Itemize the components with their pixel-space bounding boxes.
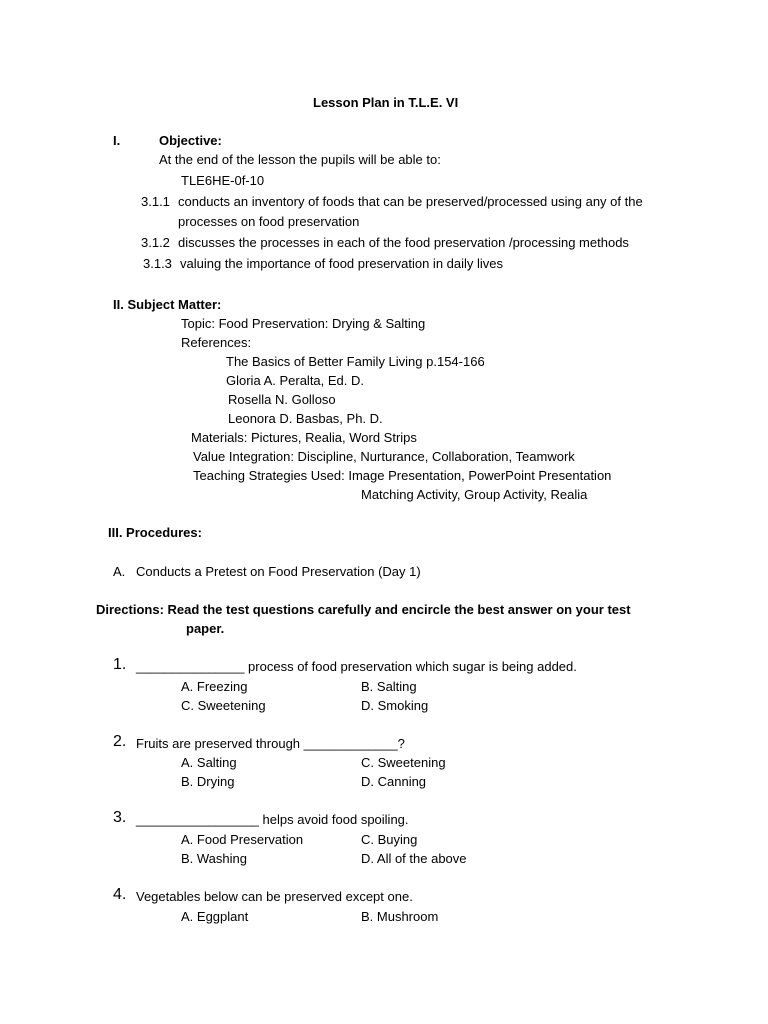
question-text: _______________ process of food preservation which sugar is being added. — [136, 659, 577, 674]
subject-materials: Materials: Pictures, Realia, Word Strips — [191, 430, 417, 445]
answer-choice: A. Salting — [181, 755, 237, 770]
answer-choice: B. Drying — [181, 774, 235, 789]
question-text: Vegetables below can be preserved except one. — [136, 889, 413, 904]
question-number: 1. — [113, 656, 127, 673]
objective-item-text: valuing the importance of food preservation in daily lives — [180, 256, 504, 271]
answer-choice: C. Sweetening — [361, 755, 446, 770]
subject-matter-heading: II. Subject Matter: — [113, 297, 222, 312]
references-label: References: — [181, 335, 252, 350]
question-text: _________________ helps avoid food spoiling. — [136, 812, 409, 827]
answer-choice: A. Food Preservation — [181, 832, 304, 847]
objective-item-text-continued: processes on food preservation — [178, 214, 360, 229]
answer-choice: B. Mushroom — [361, 909, 439, 924]
objective-intro: At the end of the lesson the pupils will be able to: — [159, 152, 441, 167]
objective-code: TLE6HE-0f-10 — [181, 173, 265, 188]
subject-teaching-strategies: Teaching Strategies Used: Image Presentation, PowerPoint Presentation — [193, 468, 612, 483]
directions-line: Directions: Read the test questions carefully and encircle the best answer on your test — [96, 602, 631, 617]
answer-choice: D. Smoking — [361, 698, 429, 713]
objective-item-number: 3.1.3 — [143, 256, 172, 271]
objective-item-number: 3.1.2 — [141, 235, 170, 250]
directions-line-continued: paper. — [186, 621, 225, 636]
procedure-item: Conducts a Pretest on Food Preservation (Day 1) — [136, 564, 421, 579]
subject-topic: Topic: Food Preservation: Drying & Salting — [181, 316, 426, 331]
subject-value-integration: Value Integration: Discipline, Nurturance, Collaboration, Teamwork — [193, 449, 575, 464]
answer-choice: D. Canning — [361, 774, 427, 789]
page-title: Lesson Plan in T.L.E. VI — [313, 95, 459, 110]
subject-teaching-strategies-continued: Matching Activity, Group Activity, Realia — [361, 487, 588, 502]
answer-choice: A. Eggplant — [181, 909, 249, 924]
objective-item-text: conducts an inventory of foods that can be preserved/processed using any of the — [178, 194, 643, 209]
procedure-letter: A. — [113, 564, 126, 579]
objective-item-text: discusses the processes in each of the food preservation /processing methods — [178, 235, 629, 250]
answer-choice: C. Buying — [361, 832, 418, 847]
answer-choice: D. All of the above — [361, 851, 467, 866]
reference-item: Leonora D. Basbas, Ph. D. — [228, 411, 383, 426]
procedures-heading: III. Procedures: — [108, 525, 202, 540]
question-number: 4. — [113, 886, 127, 903]
question-text: Fruits are preserved through _____________? — [136, 736, 405, 751]
reference-item: Gloria A. Peralta, Ed. D. — [226, 373, 365, 388]
objective-item-number: 3.1.1 — [141, 194, 170, 209]
reference-item: Rosella N. Golloso — [228, 392, 336, 407]
section-numeral-objective: I. — [113, 133, 121, 148]
answer-choice: C. Sweetening — [181, 698, 266, 713]
objective-heading: Objective: — [159, 133, 222, 148]
answer-choice: A. Freezing — [181, 679, 248, 694]
question-number: 3. — [113, 809, 127, 826]
reference-item: The Basics of Better Family Living p.154-166 — [226, 354, 485, 369]
answer-choice: B. Washing — [181, 851, 247, 866]
answer-choice: B. Salting — [361, 679, 417, 694]
question-number: 2. — [113, 733, 127, 750]
